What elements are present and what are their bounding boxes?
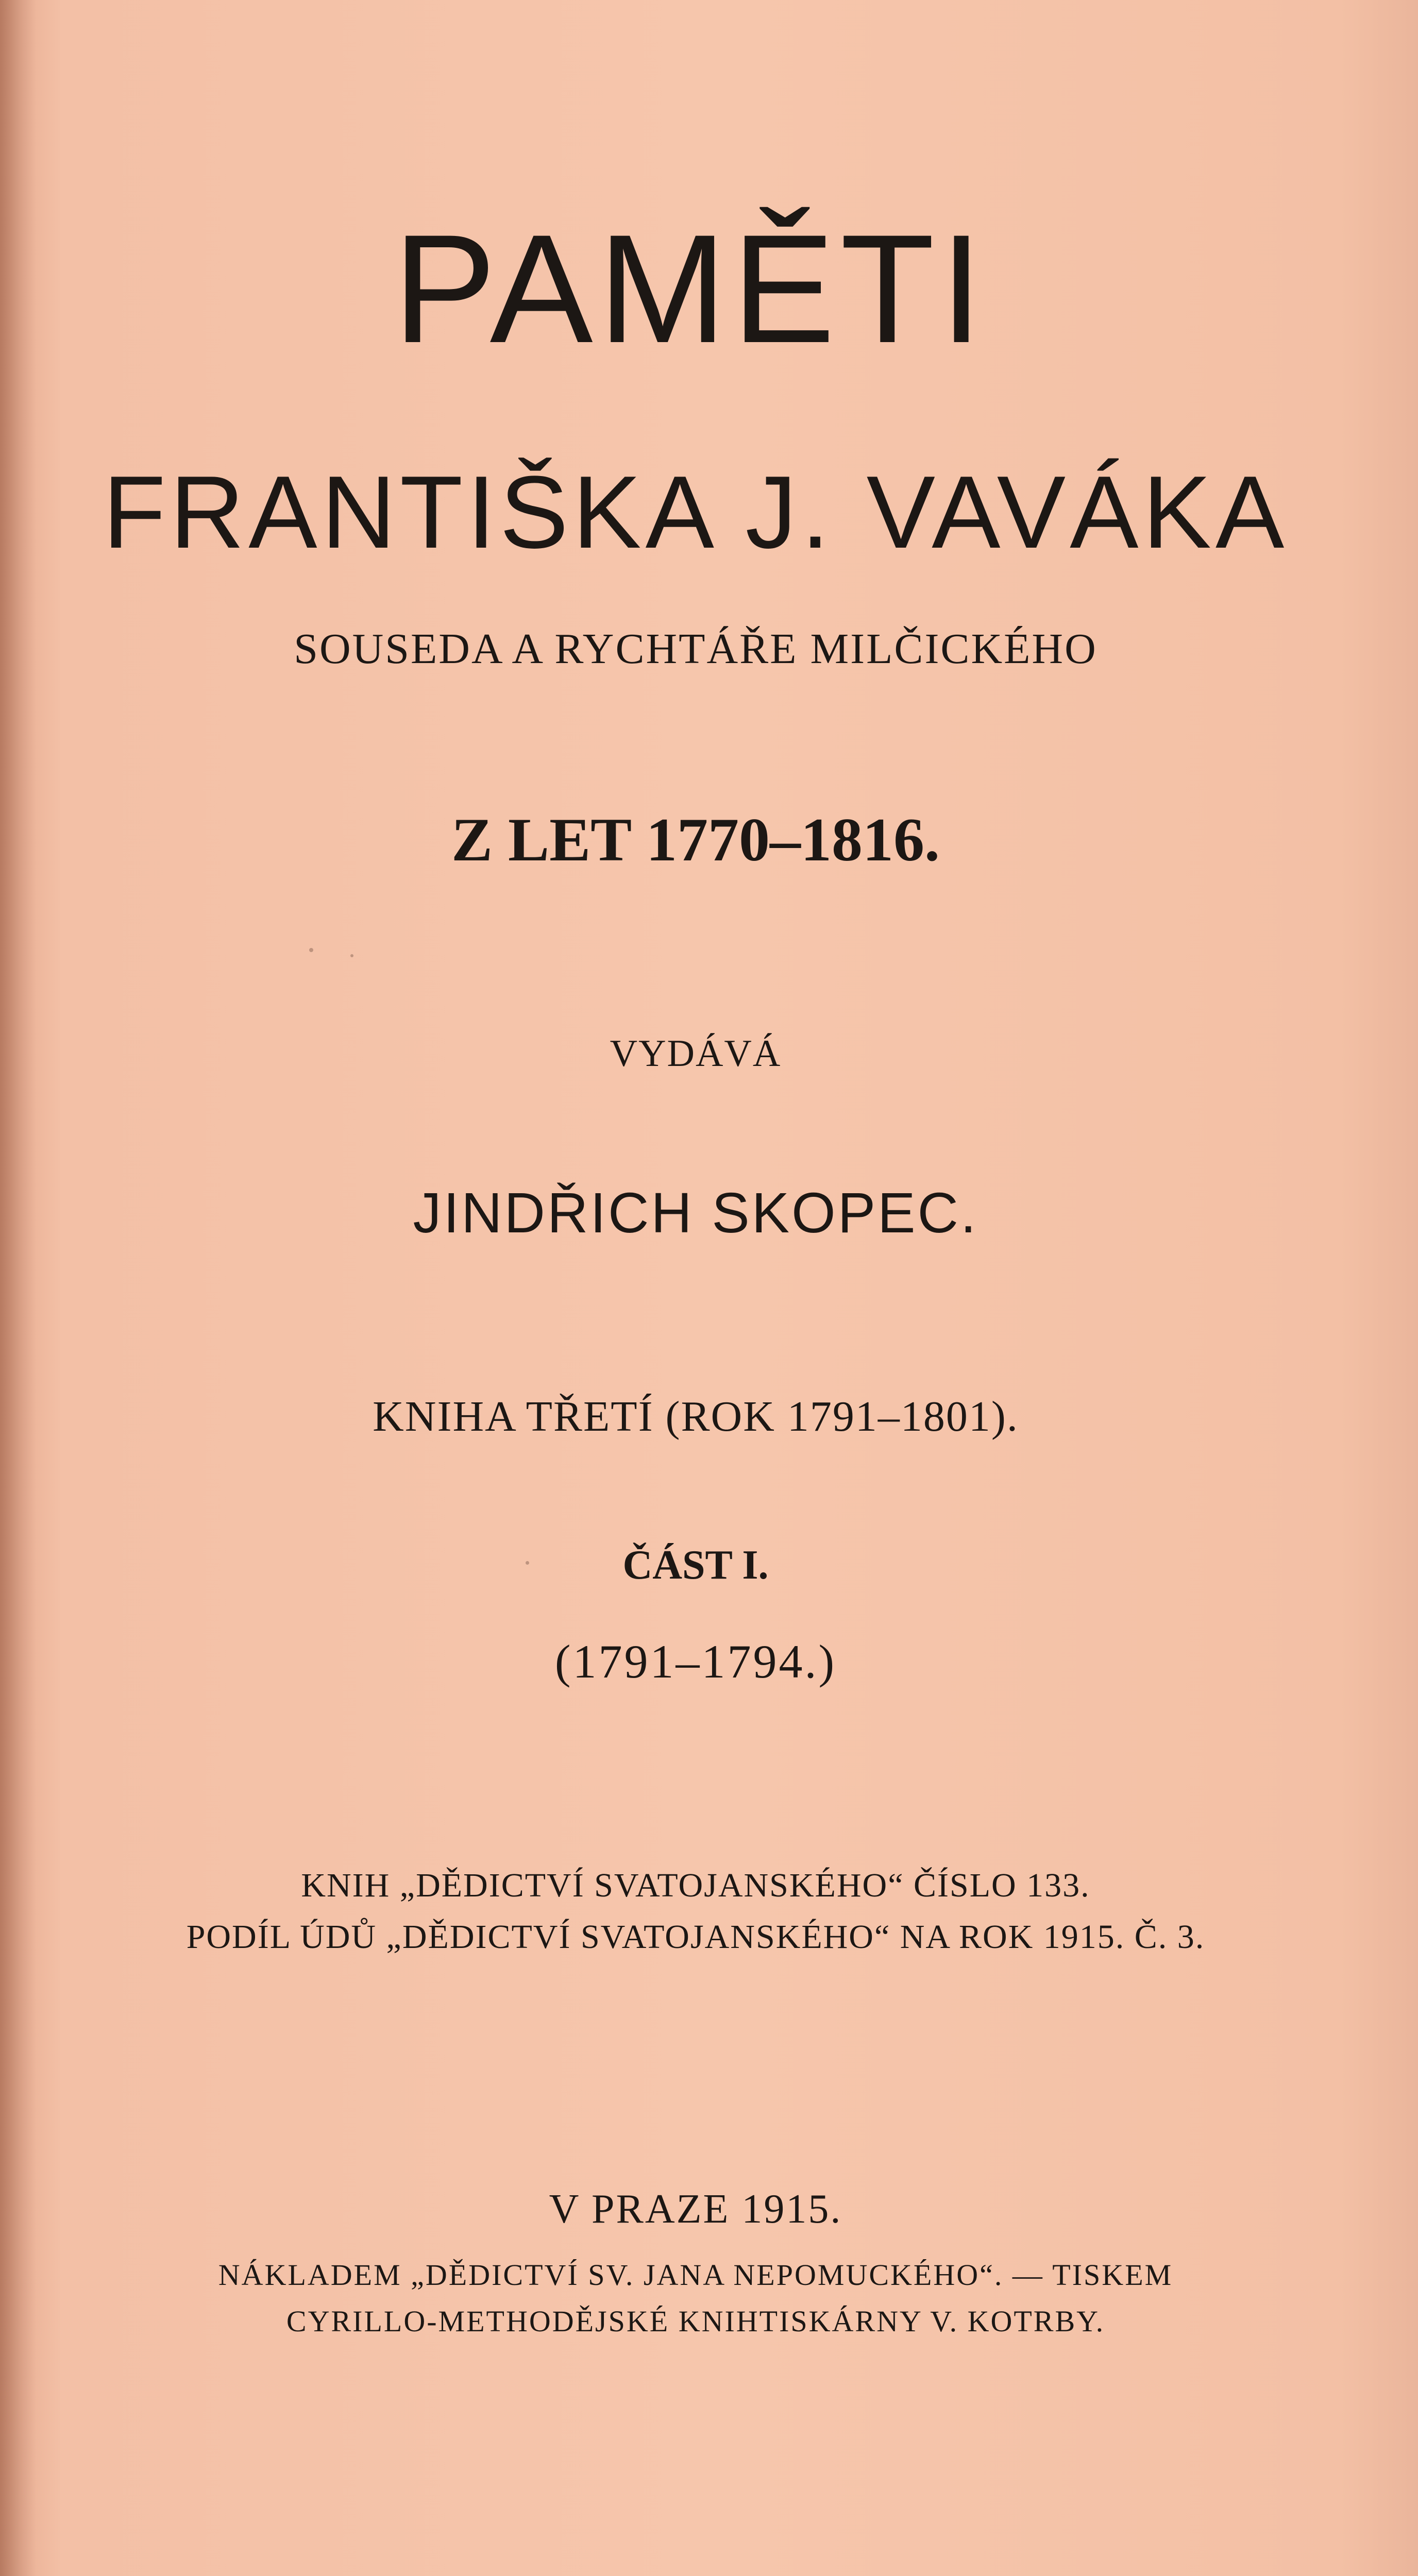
- part-years: (1791–1794.): [554, 1635, 837, 1688]
- publisher-line: NÁKLADEM „DĚDICTVÍ SV. JANA NEPOMUCKÉHO“. — TISKEM: [218, 2258, 1173, 2292]
- book-title: PAMĚTI: [393, 202, 988, 375]
- series-line-1: KNIH „DĚDICTVÍ SVATOJANSKÉHO“ ČÍSLO 133.: [301, 1867, 1090, 1904]
- publishes-label: VYDÁVÁ: [610, 1032, 782, 1075]
- place-year: V PRAZE 1915.: [549, 2187, 842, 2232]
- author-description: SOUSEDA A RYCHTÁŘE MILČICKÉHO: [294, 625, 1098, 673]
- printer-line: CYRILLO-METHODĚJSKÉ KNIHTISKÁRNY V. KOTRBY.: [286, 2304, 1105, 2338]
- part-label: ČÁST I.: [622, 1543, 769, 1588]
- series-line-2: PODÍL ÚDŮ „DĚDICTVÍ SVATOJANSKÉHO“ NA ROK 1915. Č. 3.: [186, 1918, 1205, 1956]
- paper-speck: [350, 954, 353, 957]
- editor-name: JINDŘICH SKOPEC.: [413, 1181, 978, 1245]
- author-line: FRANTIŠKA J. VAVÁKA: [103, 455, 1289, 570]
- book-volume: KNIHA TŘETÍ (ROK 1791–1801).: [373, 1393, 1019, 1440]
- paper-speck: [526, 1561, 529, 1565]
- paper-speck: [309, 948, 313, 952]
- years-covered: Z LET 1770–1816.: [451, 805, 940, 874]
